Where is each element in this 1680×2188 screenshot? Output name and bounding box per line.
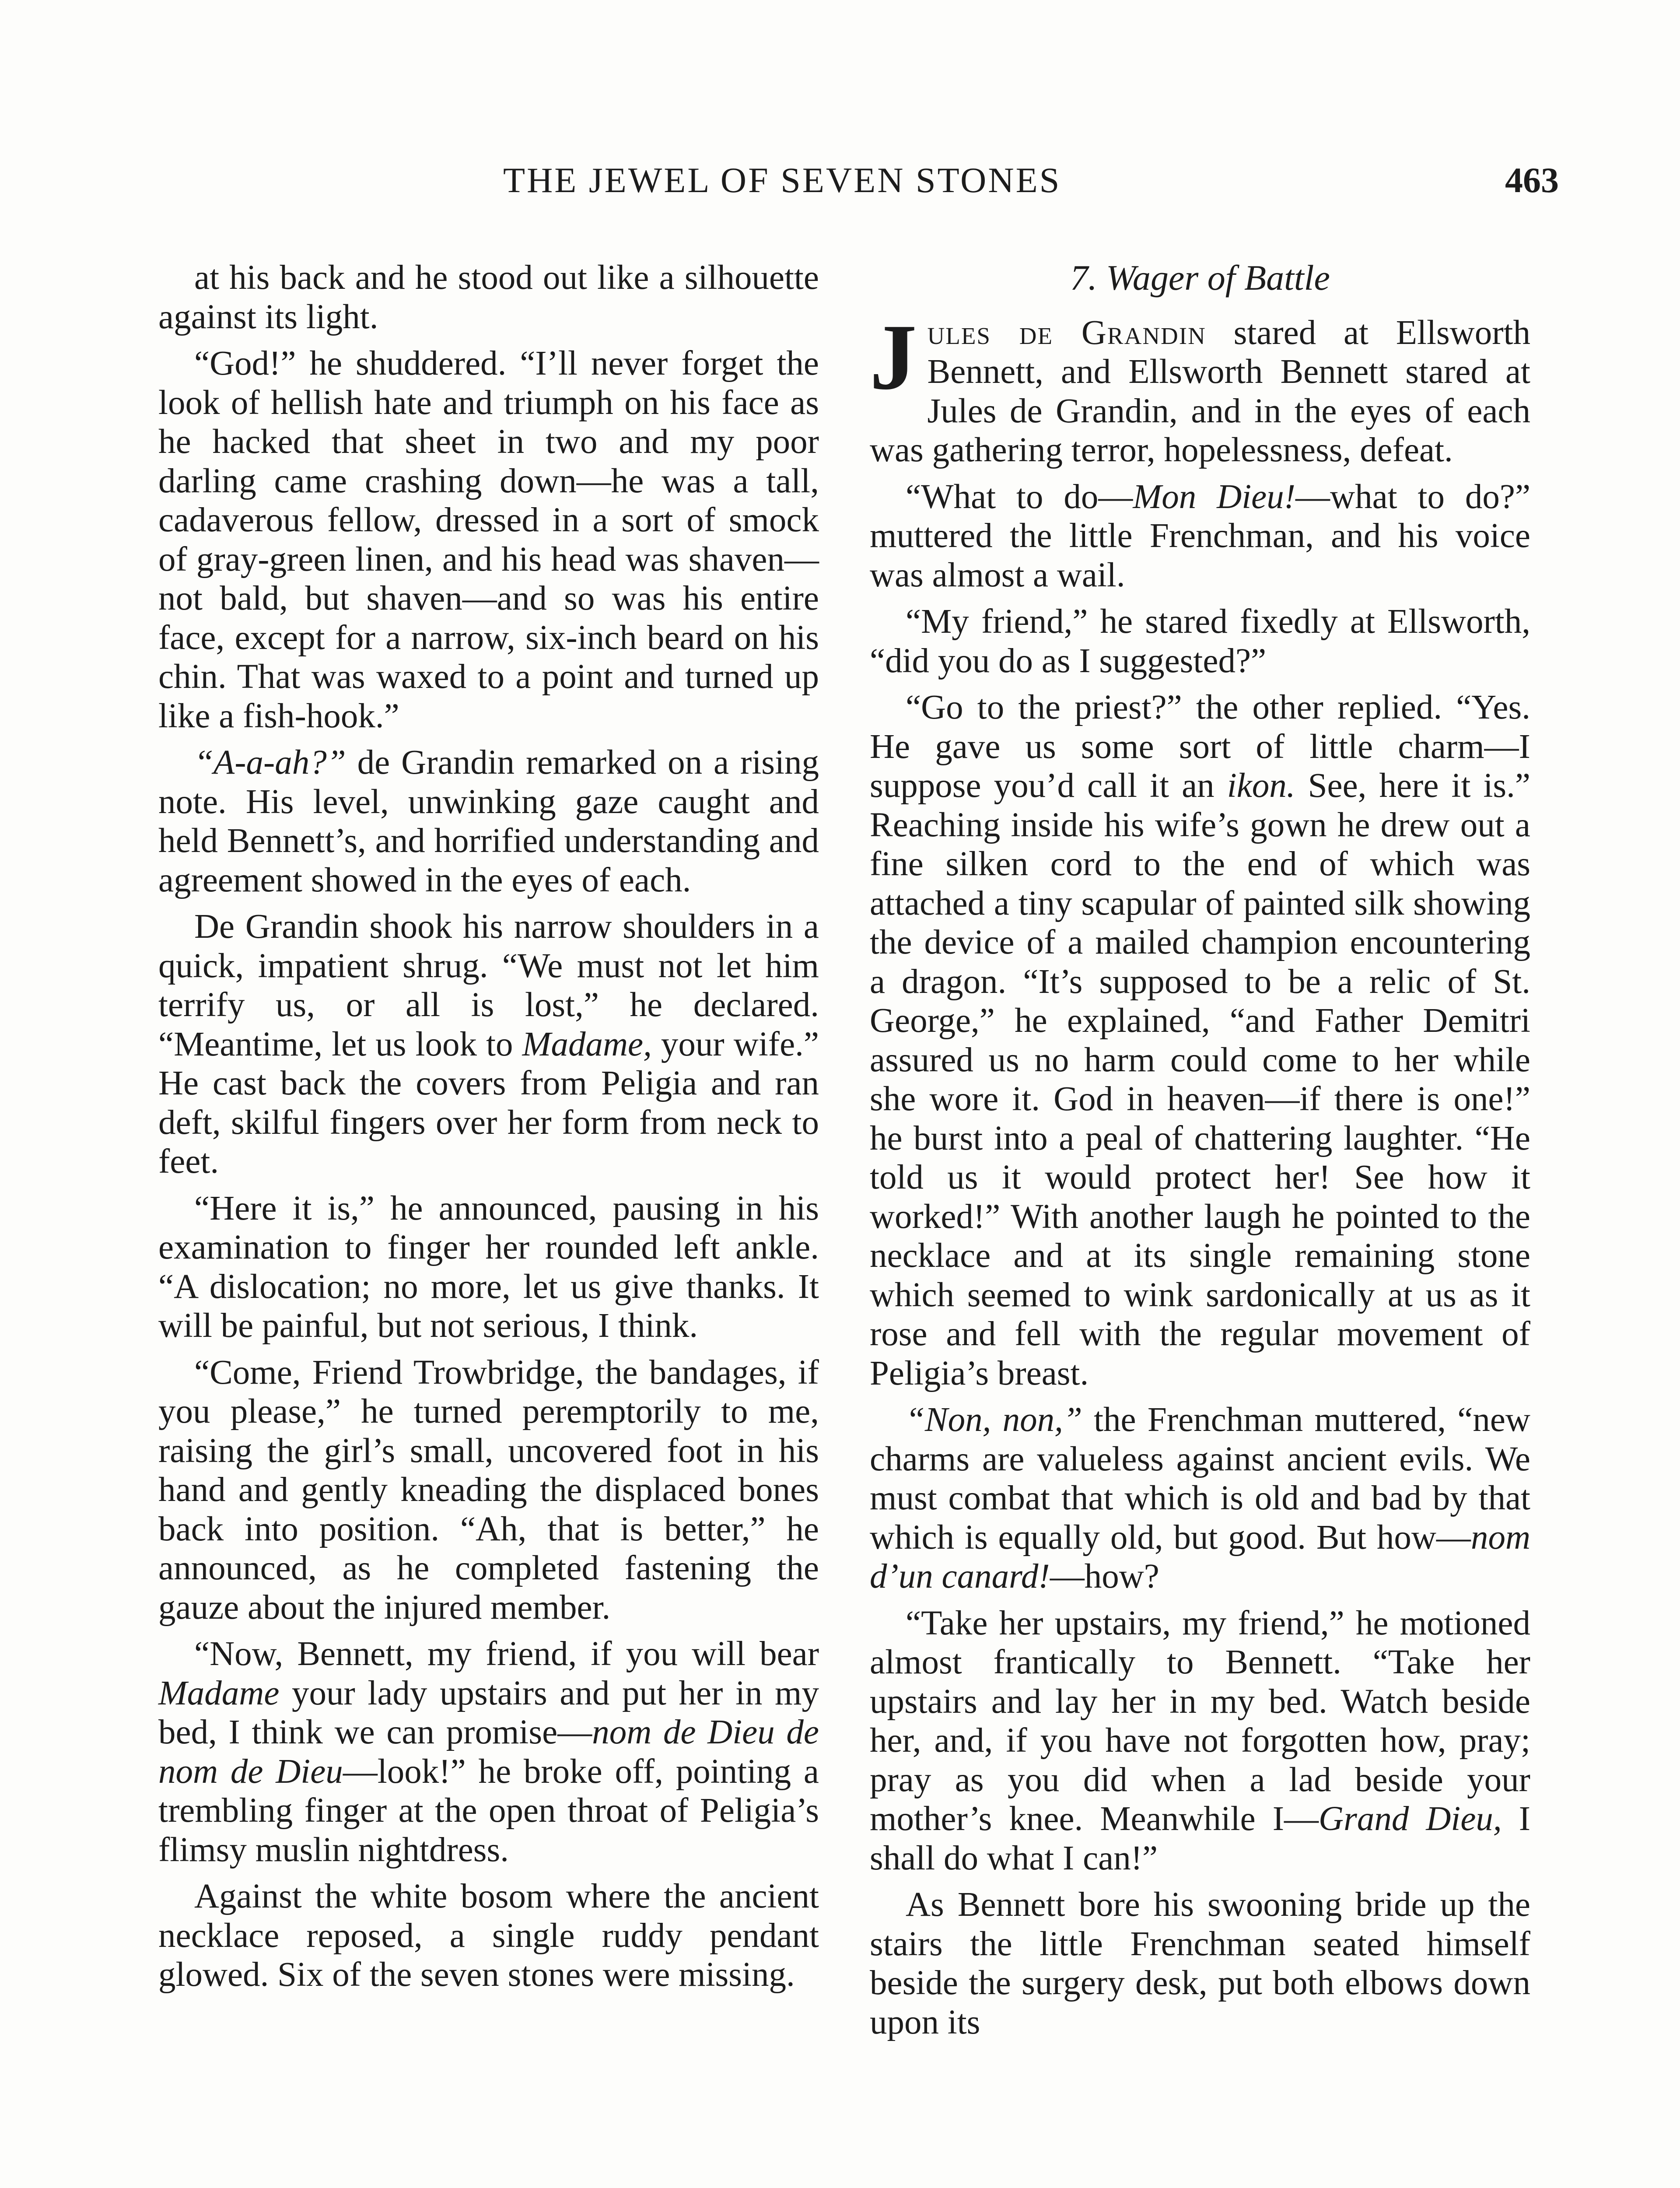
body-paragraph: [158, 258, 819, 337]
body-paragraph: [870, 1400, 1530, 1596]
opening-text: stared at Ellsworth Bennett, and Ellsworth Bennett stared at Jules de Grandin, and in the eyes of each was gathering terror, hopelessness, defeat.: [870, 313, 1530, 469]
italic-phrase: Madame: [158, 1674, 280, 1712]
body-paragraph: [158, 743, 819, 900]
running-head-title: THE JEWEL OF SEVEN STONES: [503, 160, 1061, 200]
body-paragraph: [158, 344, 819, 736]
text-run: de Grandin remarked on a rising note. His level, unwinking gaze caught and held Bennett’s, and horrified understanding and agreement showed in the eyes of each.: [158, 743, 819, 899]
left-text-column: [158, 258, 819, 2002]
body-paragraph: [870, 688, 1530, 1393]
text-run: See, here it is.” Reaching inside his wife’s gown he drew out a fine silken cord to the end of which was attached a tiny scapular of painted silk showing the device of a mailed champion encountering a dragon. “It’s supposed to be a relic of St. George,” he explained, “and Father Demitri assured us no harm could come to her while she wore it. God in heaven—if there is one!” he burst into a peal of chattering laughter. “He told us it would protect her! See how it worked!” With another laugh he pointed to the necklace and at its single remaining stone which seemed to wink sardonically at us as it rose and fell with the regular movement of Peligia’s breast.: [870, 767, 1530, 1392]
italic-phrase: Madame,: [522, 1025, 652, 1063]
drop-cap-letter: J: [870, 304, 917, 409]
text-run: “What to do—: [906, 477, 1133, 516]
italic-phrase: nom d’un canard!: [870, 1518, 1530, 1595]
italic-phrase: “A-a-ah?”: [194, 743, 346, 782]
text-run: De Grandin shook his narrow shoulders in a quick, impatient shrug. “We must not let him terrify us, or all is lost,” he declared. “Meantime, let us look to: [158, 908, 819, 1063]
text-run: “Come, Friend Trowbridge, the bandages, if you please,” he turned peremptorily to me, raising the girl’s small, uncovered foot in his hand and gently kneading the displaced bones back into position. “Ah, that is better,” he announced, as he completed fastening the gauze about the injured member.: [158, 1353, 819, 1627]
body-paragraph: [158, 1634, 819, 1869]
text-run: “Take her upstairs, my friend,” he motioned almost frantically to Bennett. “Take her upstairs and lay her in my bed. Watch beside her, and, if you have not forgotten how, pray; pray as you did when a lad beside your mother’s knee. Meanwhile I—: [870, 1604, 1530, 1838]
body-paragraph: [158, 907, 819, 1182]
italic-phrase: Grand Dieu,: [1319, 1800, 1502, 1838]
body-paragraph: [158, 1189, 819, 1346]
text-run: —look!” he broke off, pointing a trembling finger at the open throat of Peligia’s flimsy muslin nightdress.: [158, 1752, 819, 1869]
italic-phrase: “Non, non,”: [906, 1401, 1082, 1439]
section-heading: 7. Wager of Battle: [1070, 258, 1330, 298]
right-column-body: [870, 477, 1530, 2042]
text-run: the Frenchman muttered, “new charms are valueless against ancient evils. We must combat that which is old and bad by that which is equally old, but good. But how—: [870, 1401, 1530, 1557]
text-run: “Here it is,” he announced, pausing in his examination to finger her rounded left ankle. “A dislocation; no more, let us give thanks. It will be painful, but not serious, I think.: [158, 1189, 819, 1345]
text-run: As Bennett bore his swooning bride up the stairs the little Frenchman seated himself beside the surgery desk, put both elbows down upon its: [870, 1886, 1530, 2041]
body-paragraph: [870, 1604, 1530, 1878]
body-paragraph: [158, 1877, 819, 1995]
right-text-column: [870, 258, 1530, 2049]
text-run: —how?: [1050, 1557, 1159, 1595]
text-run: your lady upstairs and put her in my bed, I think we can promise—: [158, 1674, 819, 1751]
text-run: “Now, Bennett, my friend, if you will bear: [194, 1635, 819, 1673]
opening-small-caps: ules de Grandin: [927, 313, 1206, 352]
text-run: —what to do?” muttered the little Frenchman, and his voice was almost a wail.: [870, 477, 1531, 594]
body-paragraph: [870, 602, 1530, 680]
body-paragraph: [870, 477, 1530, 595]
text-run: at his back and he stood out like a silhouette against its light.: [158, 259, 819, 336]
opening-paragraph: [870, 304, 1530, 470]
text-run: your wife.” He cast back the covers from Peligia and ran deft, skilful fingers over her form from neck to feet.: [158, 1025, 819, 1181]
text-run: Against the white bosom where the ancient necklace reposed, a single ruddy pendant glowed. Six of the seven stones were missing.: [158, 1877, 819, 1994]
body-paragraph: [158, 1353, 819, 1627]
italic-phrase: nom de Dieu de nom de Dieu: [158, 1713, 819, 1791]
text-run: I shall do what I can!”: [870, 1800, 1531, 1877]
text-run: “Go to the priest?” the other replied. “Yes. He gave us some sort of little charm—I suppose you’d call it an: [870, 688, 1530, 805]
text-run: “My friend,” he stared fixedly at Ellsworth, “did you do as I suggested?”: [870, 603, 1530, 680]
italic-phrase: Mon Dieu!: [1133, 477, 1296, 516]
text-run: “God!” he shuddered. “I’ll never forget the look of hellish hate and triumph on his face as he hacked that sheet in two and my poor darling came crashing down—he was a tall, cadaverous fellow, dressed in a sort of smock of gray-green linen, and his head was shaven—not bald, but shaven—and so was his entire face, except for a narrow, six-inch beard on his chin. That was waxed to a point and turned up like a fish-hook.”: [158, 344, 819, 735]
italic-phrase: ikon.: [1227, 767, 1295, 805]
body-paragraph: [870, 1885, 1530, 2042]
page-number: 463: [1505, 160, 1559, 200]
